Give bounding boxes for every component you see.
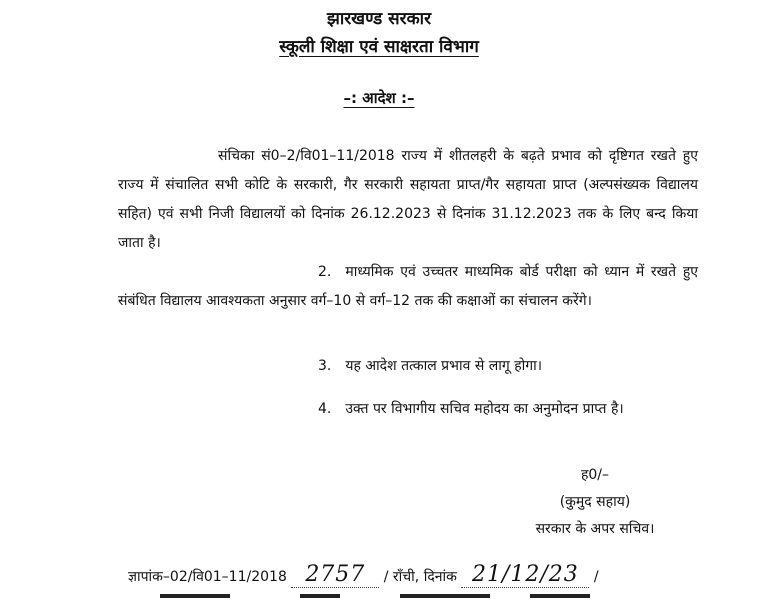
paragraph-2-number: 2.	[318, 264, 332, 280]
order-title	[0, 88, 758, 108]
cut-off-fragment	[400, 594, 490, 598]
paragraph-3-text: यह आदेश तत्काल प्रभाव से लागू होगा।	[345, 358, 543, 374]
order-title-text: –: आदेश :–	[343, 89, 415, 107]
cut-off-fragment	[300, 594, 340, 598]
government-heading: झारखण्ड सरकार	[326, 9, 432, 29]
signatory-designation: सरकार के अपर सचिव।	[535, 521, 655, 537]
department-name: स्कूली शिक्षा एवं साक्षरता विभाग	[279, 37, 479, 57]
memo-date-handwritten: 21/12/23	[461, 562, 589, 588]
department-heading	[0, 34, 758, 57]
memo-prefix: ज्ञापांक–02/वि01–11/2018	[128, 569, 287, 585]
memo-number-handwritten: 2757	[291, 562, 379, 588]
paragraph-1: संचिका सं0–2/वि01–11/2018 राज्य में शीतलहरी के बढ़ते प्रभाव को दृष्टिगत रखते हुए राज्य में संचालित सभी कोटि के सरकारी, गैर सरकारी सहायता प्राप्त/गैर सहायता प्राप्त (अल्पसंख्यक विद्यालय सहित) एवं सभी निजी विद्यालयों को दिनांक 26.12.2023 से दिनांक 31.12.2023 तक के लिए बन्द किया जाता है।	[118, 148, 698, 251]
signatory-name: (कुमुद सहाय)	[559, 494, 631, 510]
paragraph-3-number: 3.	[318, 358, 332, 374]
paragraph-3	[118, 352, 698, 381]
paragraph-4-number: 4.	[318, 401, 332, 417]
memo-line	[128, 562, 758, 588]
paragraph-2-text: माध्यमिक एवं उच्चतर माध्यमिक बोर्ड परीक्षा को ध्यान में रखते हुए संबंधित विद्यालय आवश्यकता अनुसार वर्ग–10 से वर्ग–12 तक की कक्षाओं का संचालन करेंगे।	[118, 264, 698, 309]
memo-suffix: /	[593, 569, 599, 585]
paragraph-4	[118, 395, 698, 424]
memo-place: / राँची, दिनांक	[383, 569, 457, 585]
cut-off-fragment	[530, 594, 590, 598]
cut-off-text-line	[150, 590, 670, 600]
paragraph-2	[118, 258, 698, 316]
paragraph-4-text: उक्त पर विभागीय सचिव महोदय का अनुमोदन प्राप्त है।	[345, 401, 624, 417]
cut-off-fragment	[160, 594, 230, 598]
signature-mark: ह0/–	[580, 467, 610, 483]
